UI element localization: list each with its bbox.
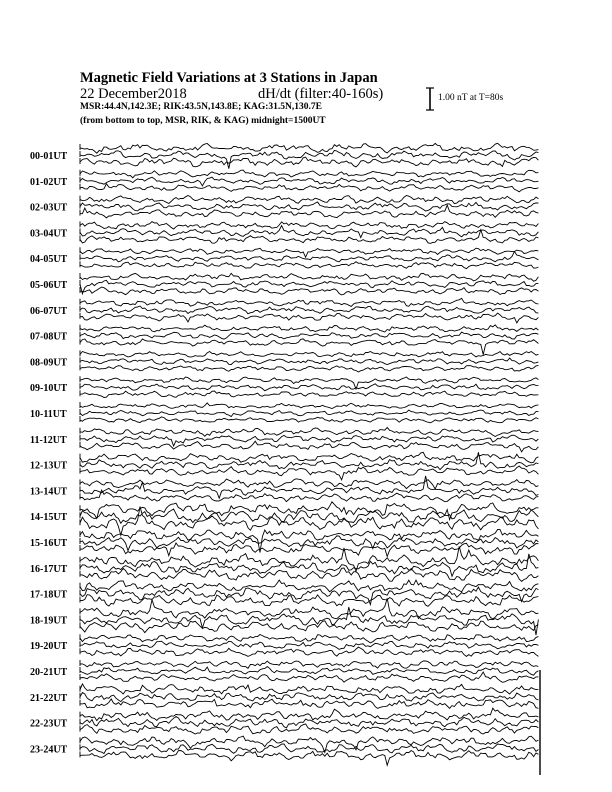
hour-row-15-16UT (30, 530, 538, 557)
trace-RIK (80, 226, 538, 238)
hour-label: 07-08UT (30, 331, 68, 343)
trace-RIK (80, 306, 538, 314)
hour-label: 00-01UT (30, 151, 68, 162)
chart-title: Magnetic Field Variations at 3 Stations in Japan (80, 70, 378, 86)
hour-label: 18-19UT (30, 615, 68, 627)
trace-KAG (80, 736, 538, 752)
hour-label: 21-22UT (30, 692, 68, 704)
hour-rows (30, 143, 540, 775)
trace-MSR (80, 621, 538, 633)
hour-label: 19-20UT (30, 641, 68, 653)
trace-KAG (80, 635, 538, 643)
trace-MSR (80, 205, 538, 218)
trace-MSR (80, 391, 538, 398)
hour-row-04-05UT (30, 247, 538, 269)
hour-label: 09-10UT (30, 383, 68, 395)
hour-label: 17-18UT (30, 589, 68, 601)
hour-row-07-08UT (30, 325, 538, 355)
hour-label: 22-23UT (30, 718, 68, 730)
hour-label: 06-07UT (30, 305, 68, 317)
trace-RIK (80, 452, 538, 469)
trace-MSR (80, 595, 538, 607)
hour-label: 05-06UT (30, 280, 68, 291)
trace-RIK (80, 150, 538, 168)
hour-label: 20-21UT (30, 667, 68, 678)
trace-MSR (80, 568, 538, 581)
trace-RIK (80, 536, 538, 551)
hour-label: 15-16UT (30, 538, 68, 549)
trace-MSR (80, 313, 538, 323)
hour-label: 02-03UT (30, 202, 68, 214)
trace-RIK (80, 177, 538, 186)
trace-MSR (80, 365, 538, 372)
trace-KAG (80, 661, 538, 668)
hour-row-02-03UT (30, 196, 538, 218)
trace-RIK (80, 509, 538, 523)
scale-bar-label: 1.00 nT at T=80s (438, 93, 504, 103)
trace-RIK (80, 641, 538, 649)
hour-label: 14-15UT (30, 512, 68, 524)
trace-KAG (80, 452, 538, 463)
hour-row-00-01UT (30, 143, 538, 168)
trace-KAG (80, 479, 538, 489)
trace-RIK (80, 384, 538, 391)
hour-row-08-09UT (30, 350, 538, 372)
hour-row-19-20UT (30, 634, 538, 656)
hour-label: 13-14UT (30, 486, 68, 498)
trace-MSR (80, 724, 538, 734)
trace-RIK (80, 717, 538, 728)
hour-row-23-24UT (30, 736, 538, 765)
trace-MSR (80, 466, 538, 480)
trace-RIK (80, 358, 538, 364)
hour-label: 12-13UT (30, 460, 68, 472)
trace-KAG (80, 170, 538, 178)
trace-RIK (80, 202, 538, 211)
trace-KAG (80, 325, 538, 332)
hour-row-17-18UT (30, 580, 538, 606)
hour-row-11-12UT (30, 427, 538, 452)
hour-label: 08-09UT (30, 357, 68, 369)
trace-KAG (80, 196, 538, 204)
station-coordinates: MSR:44.4N,142.3E; RIK:43.5N,143.8E; KAG:31.5N,130.7E (80, 102, 322, 112)
trace-MSR (80, 417, 538, 423)
trace-MSR (80, 672, 538, 682)
trace-MSR (80, 184, 538, 192)
hour-row-13-14UT (30, 476, 538, 502)
station-order-note: (from bottom to top, MSR, RIK, & KAG) midnight=1500UT (80, 116, 326, 126)
chart-filter: dH/dt (filter:40-160s) (258, 86, 384, 102)
hour-label: 11-12UT (30, 434, 67, 446)
trace-KAG (80, 248, 538, 257)
trace-MSR (80, 287, 538, 295)
hour-row-01-02UT (30, 170, 538, 192)
trace-MSR (80, 699, 538, 708)
trace-MSR (80, 490, 538, 502)
trace-KAG (80, 273, 538, 281)
trace-RIK (80, 435, 538, 446)
trace-KAG (80, 143, 538, 153)
trace-KAG (80, 427, 538, 436)
hour-row-10-11UT (30, 402, 538, 423)
hour-row-03-04UT (30, 221, 538, 243)
hour-label: 01-02UT (30, 176, 68, 188)
hour-row-12-13UT (30, 452, 538, 480)
hour-label: 16-17UT (30, 563, 68, 575)
trace-KAG (80, 580, 538, 592)
scale-bar (426, 88, 434, 110)
trace-RIK (80, 667, 538, 676)
trace-MSR (80, 441, 538, 452)
trace-RIK (80, 410, 538, 416)
hour-label: 23-24UT (30, 744, 68, 756)
trace-KAG (80, 222, 538, 229)
trace-KAG (80, 403, 538, 409)
hour-label: 10-11UT (30, 409, 67, 420)
hour-row-06-07UT (30, 298, 538, 323)
trace-RIK (80, 332, 538, 339)
trace-MSR (80, 543, 538, 557)
trace-RIK (80, 693, 538, 702)
hour-row-05-06UT (30, 273, 538, 295)
trace-KAG (80, 684, 538, 694)
hour-row-21-22UT (30, 684, 538, 709)
hour-row-09-10UT (30, 376, 538, 397)
hour-row-14-15UT (30, 502, 538, 536)
hour-row-16-17UT (30, 546, 538, 581)
hour-row-22-23UT (30, 708, 538, 734)
hour-label: 03-04UT (30, 228, 68, 240)
hour-row-20-21UT (30, 660, 538, 682)
trace-MSR (80, 157, 538, 167)
trace-KAG (80, 298, 538, 306)
trace-MSR (80, 647, 538, 656)
trace-KAG (80, 352, 538, 358)
trace-MSR (80, 262, 538, 269)
chart-date: 22 December2018 (80, 86, 187, 102)
hour-label: 04-05UT (30, 254, 68, 266)
trace-MSR (80, 751, 538, 766)
trace-KAG (80, 708, 538, 721)
